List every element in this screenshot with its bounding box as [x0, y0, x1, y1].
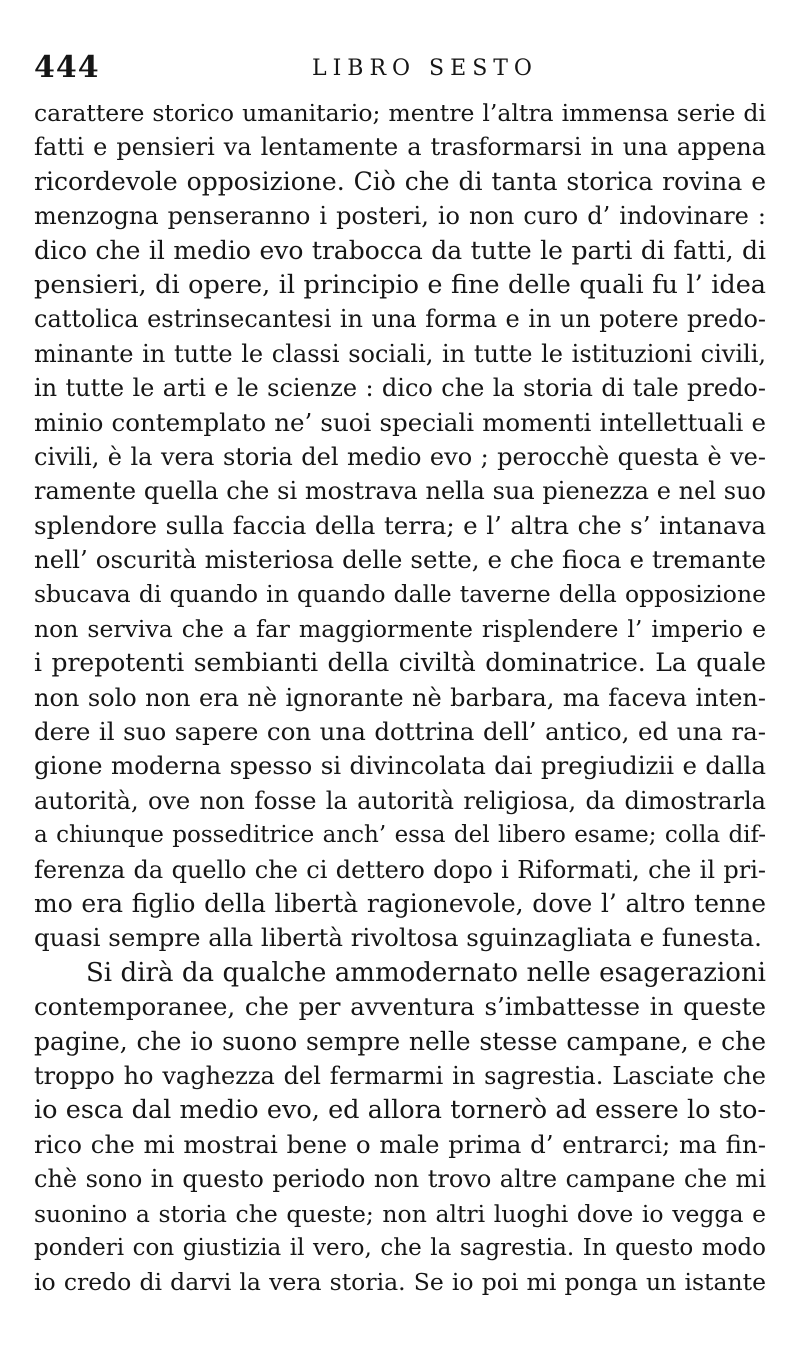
text-line: minio contemplato ne’ suoi speciali momenti intellettuali e	[34, 407, 766, 437]
text-line: ferenza da quello che ci dettero dopo i Riformati, che il pri-	[34, 855, 766, 884]
paragraph	[34, 96, 766, 956]
text-line: ricordevole opposizione. Ciò che di tanta storica rovina e	[34, 166, 766, 196]
text-line: nell’ oscurità misteriosa delle sette, e che fioca e tremante	[34, 545, 766, 575]
text-line: cattolica estrinsecantesi in una forma e in un potere predo-	[34, 305, 766, 334]
text-line: minante in tutte le classi sociali, in tutte le istituzioni civili,	[34, 339, 766, 368]
text-line: io esca dal medio evo, ed allora tornerò ad essere lo sto-	[34, 1095, 766, 1126]
text-line: gione moderna spesso si divincolata dai pregiudizii e dalla	[34, 751, 766, 781]
text-line: io credo di darvi la vera storia. Se io poi mi ponga un istante	[34, 1268, 766, 1297]
text-line: quasi sempre alla libertà rivoltosa sguinzagliata e funesta.	[34, 923, 762, 953]
text-line: splendore sulla faccia della terra; e l’ altra che s’ intanava	[34, 510, 766, 540]
text-line: a chiunque posseditrice anch’ essa del libero esame; colla dif-	[34, 822, 766, 849]
paragraph	[34, 956, 766, 1300]
page-header	[34, 50, 764, 90]
text-line: mo era figlio della libertà ragionevole, dove l’ altro tenne	[34, 888, 766, 918]
text-line: ramente quella che si mostrava nella sua pienezza e nel suo	[34, 477, 766, 506]
text-line: fatti e pensieri va lentamente a trasformarsi in una appena	[34, 133, 766, 162]
text-line: ponderi con giustizia il vero, che la sagrestia. In questo modo	[34, 1234, 766, 1261]
text-line: suonino a storia che queste; non altri luoghi dove io vegga e	[34, 1199, 766, 1228]
text-line: dere il suo sapere con una dottrina dell’ antico, ed una ra-	[34, 717, 766, 747]
text-line: pagine, che io suono sempre nelle stesse campane, e che	[34, 1026, 766, 1056]
text-line: chè sono in questo periodo non trovo altre campane che mi	[34, 1165, 766, 1194]
text-line: troppo ho vaghezza del fermarmi in sagrestia. Lasciate che	[34, 1061, 766, 1090]
text-line: autorità, ove non fosse la autorità religiosa, da dimostrarla	[34, 786, 766, 815]
running-head: LIBRO SESTO	[312, 56, 538, 81]
text-line: non solo non era nè ignorante nè barbara, ma faceva inten-	[34, 683, 766, 712]
text-line: menzogna penseranno i posteri, io non curo d’ indovinare :	[34, 202, 766, 231]
text-line: dico che il medio evo trabocca da tutte le parti di fatti, di	[34, 235, 766, 265]
text-line: contemporanee, che per avventura s’imbattesse in queste	[34, 992, 766, 1022]
body-text	[34, 96, 766, 1300]
text-line: Si dirà da qualche ammodernato nelle esagerazioni	[86, 957, 766, 988]
text-line: in tutte le arti e le scienze : dico che la storia di tale predo-	[34, 374, 766, 403]
text-line: carattere storico umanitario; mentre l’altra immensa serie di	[34, 99, 766, 127]
text-line: sbucava di quando in quando dalle taverne della opposizione	[34, 580, 766, 609]
text-line: non serviva che a far maggiormente risplendere l’ imperio e	[34, 614, 766, 643]
text-line: pensieri, di opere, il principio e fine delle quali fu l’ idea	[34, 269, 766, 300]
text-line: civili, è la vera storia del medio evo ; perocchè questa è ve-	[34, 442, 766, 471]
page-number: 444	[34, 50, 100, 85]
text-line: i prepotenti sembianti della civiltà dominatrice. La quale	[34, 648, 766, 678]
text-line: rico che mi mostrai bene o male prima d’ entrarci; ma fin-	[34, 1129, 766, 1159]
